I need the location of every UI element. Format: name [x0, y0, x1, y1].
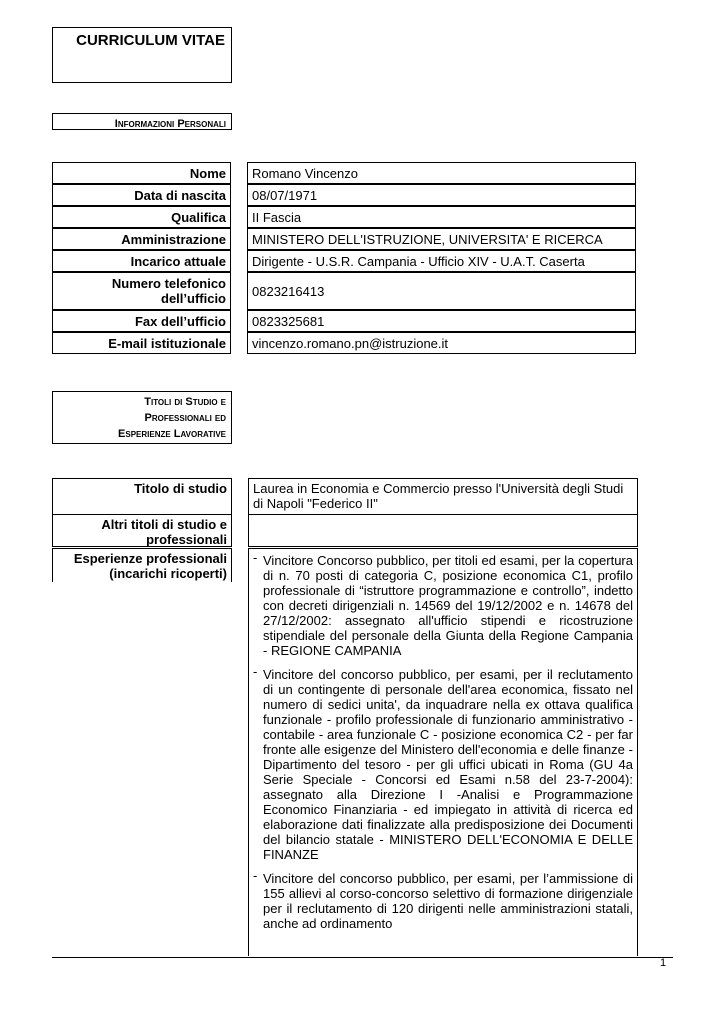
table-row	[52, 184, 636, 206]
field-value: 0823325681	[247, 310, 636, 332]
field-label: Fax dell’ufficio	[52, 310, 231, 332]
table-row	[52, 228, 636, 250]
field-value: Romano Vincenzo	[247, 162, 636, 184]
experience-list	[253, 550, 633, 931]
table-row	[52, 310, 636, 332]
list-item	[253, 664, 633, 862]
field-value: Dirigente - U.S.R. Campania - Ufficio XIV - U.A.T. Caserta	[247, 250, 636, 272]
field-label: Qualifica	[52, 206, 231, 228]
table-row	[52, 162, 636, 184]
experience-section	[52, 548, 638, 956]
table-row	[52, 206, 636, 228]
field-label: Titolo di studio	[52, 478, 232, 515]
experience-text: Vincitore del concorso pubblico, per esami, per il reclutamento di un contingente di personale dell'area economica, fissato nel numero di sedici unita', da inquadrare nella ex ottava qualifica funzionale - profilo professionale di funzionario amministrativo - contabile - area funzionale C - posizione economica C2 - per far fronte alle esigenze del Ministero dell'economia e delle finanze - Dipartimento del tesoro - per gli uffici ubicati in Roma (GU 4a Serie Speciale - Concorsi ed Esami n.58 del 23-7-2004): assegnato alla Direzione I -Analisi e Programmazione Economico Finanziaria - ed impiegato in attività di ricerca ed elaborazione dati finalizzate alla predisposizione dei Documenti del bilancio statale - MINISTERO DELL'ECONOMIA E DELLE FINANZE	[263, 667, 633, 862]
dash-bullet: -	[253, 868, 258, 883]
field-label: Nome	[52, 162, 231, 184]
section-heading-line: Esperienze Lavorative	[118, 428, 226, 440]
table-row	[52, 250, 636, 272]
field-value: MINISTERO DELL'ISTRUZIONE, UNIVERSITA' E RICERCA	[247, 228, 636, 250]
experience-text: Vincitore Concorso pubblico, per titoli ed esami, per la copertura di n. 70 posti di categoria C, posizione economica C1, profilo professionale di “istruttore programmazione e controllo”, indetto con decreti dirigenziali n. 14569 del 19/12/2002 e n. 14678 del 27/12/2002: assegnato all'ufficio stipendi e ricostruzione stipendiale del personale della Giunta della Regione Campania - REGIONE CAMPANIA	[263, 553, 633, 658]
experience-cell	[248, 548, 638, 956]
field-value: vincenzo.romano.pn@istruzione.it	[247, 332, 636, 354]
field-label: Esperienze professionali (incarichi ricoperti)	[52, 548, 232, 582]
field-label: Data di nascita	[52, 184, 231, 206]
field-label: Amministrazione	[52, 228, 231, 250]
list-item	[253, 550, 633, 658]
field-value: 0823216413	[247, 272, 636, 310]
field-label: E-mail istituzionale	[52, 332, 231, 354]
footer-divider	[52, 957, 673, 958]
cv-title: CURRICULUM VITAE	[52, 27, 232, 83]
table-row	[52, 272, 636, 310]
section-heading-line: Professionali ed	[144, 412, 226, 424]
field-value: 08/07/1971	[247, 184, 636, 206]
list-item	[253, 868, 633, 931]
section-heading-personal-info: Informazioni Personali	[52, 113, 232, 130]
field-label: Incarico attuale	[52, 250, 231, 272]
dash-bullet: -	[253, 664, 258, 679]
field-value	[248, 514, 638, 547]
experience-text: Vincitore del concorso pubblico, per esami, per l’ammissione di 155 allievi al corso-concorso selettivo di formazione dirigenziale per il reclutamento di 120 dirigenti nelle amministrazioni statali, anche ad ordinamento	[263, 871, 633, 931]
field-value: II Fascia	[247, 206, 636, 228]
section-heading-education-experience	[52, 391, 232, 444]
section-heading-line: Titoli di Studio e	[144, 396, 226, 408]
field-label: Numero telefonico dell’ufficio	[52, 272, 231, 310]
field-label: Altri titoli di studio e professionali	[52, 514, 232, 547]
field-value: Laurea in Economia e Commercio presso l'Università degli Studi di Napoli "Federico II"	[248, 478, 638, 515]
table-row	[52, 332, 636, 354]
personal-info-table	[52, 162, 636, 354]
dash-bullet: -	[253, 550, 258, 565]
page-number: 1	[660, 957, 667, 969]
